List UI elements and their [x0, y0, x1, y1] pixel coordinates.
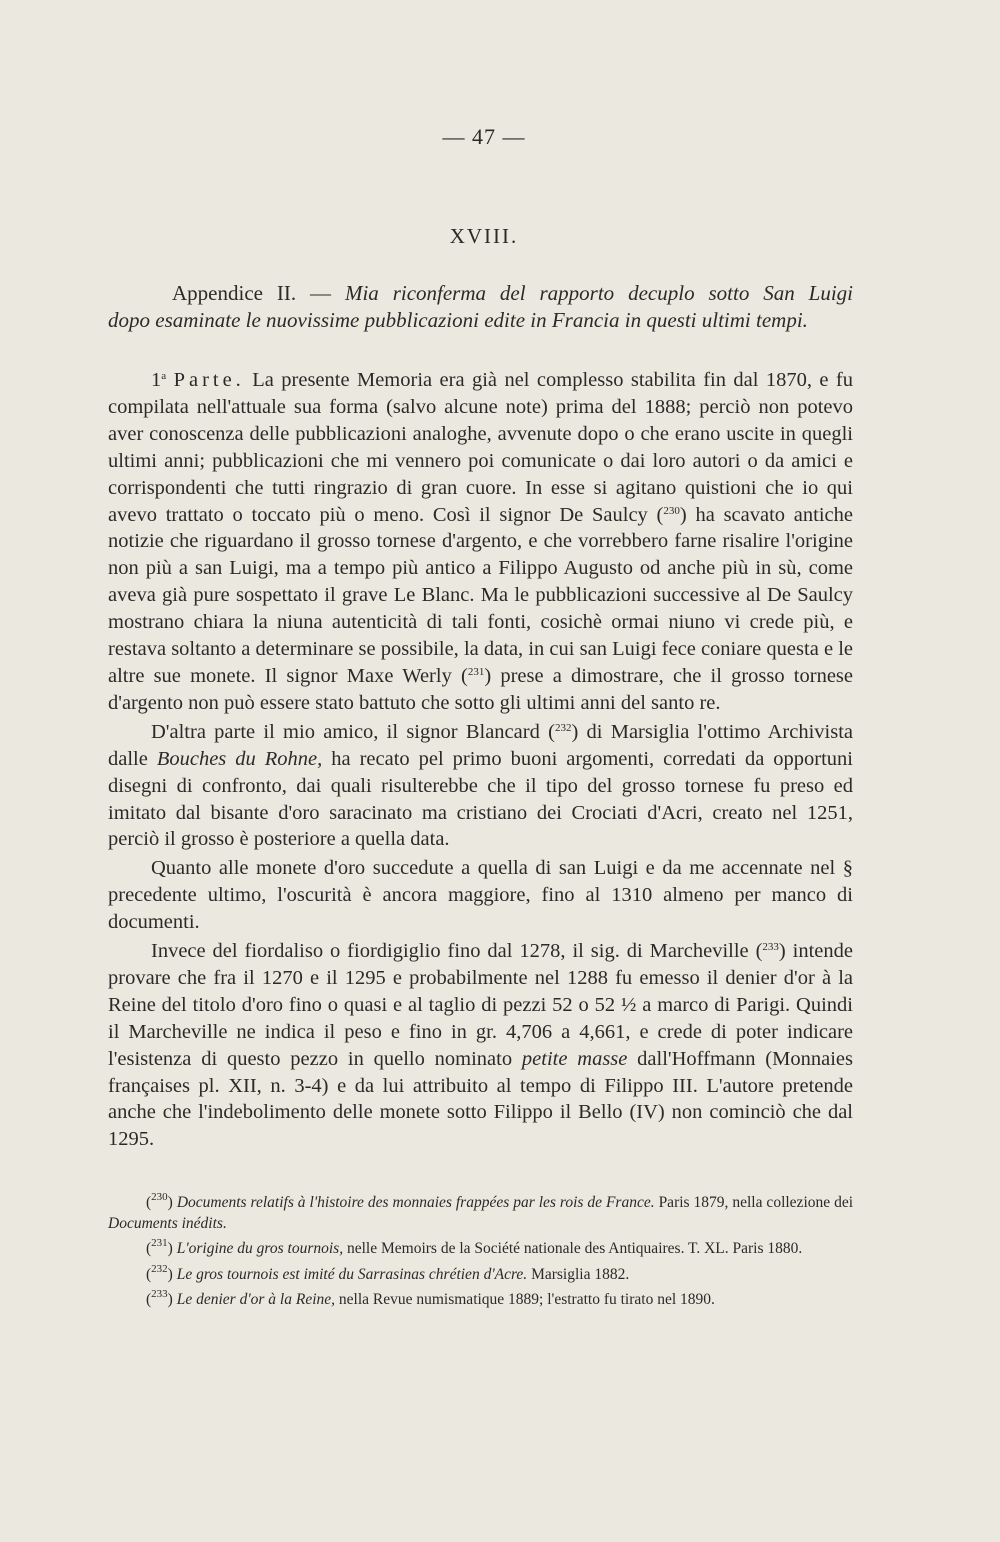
footnote-title: L'origine du gros tournois,: [176, 1240, 344, 1257]
footnote-title: Le denier d'or à la Reine,: [176, 1291, 336, 1308]
parte-number: 1: [151, 369, 162, 391]
paragraph-4-italic: petite masse: [521, 1047, 628, 1070]
footnote-ref-233: 233: [762, 941, 779, 954]
footnote-text: Paris 1879, nella collezione dei: [654, 1194, 854, 1211]
footnote-close-paren: ): [167, 1240, 173, 1257]
paragraph-1-text-b: ) ha scavato antiche notizie che riguardano il grosso tornese d'argento, e che vorrebbero farne risalire l'origine non più a san Luigi, ma a tempo più antico a Filippo Augusto od anche più in sù, come aveva già pure sospettato il grave Le Blanc. Ma le pubblicazioni successive al De Saulcy mostrano chiara la niuna autenticità di tali fonti, cosichè ormai niuno vi crede più, e restava soltanto a determinare se possibile, la data, in cui san Luigi fece coniare questa e le altre sue monete. Il signor Maxe Werly (: [108, 503, 853, 687]
paragraph-2: [108, 719, 853, 854]
appendix-label: Appendice II. —: [172, 281, 332, 305]
appendix-title: [108, 280, 853, 334]
paragraph-4-text-b: ) intende provare che fra il 1270 e il 1295 e probabilmente nel 1288 fu emesso il denier d'or à la Reine del titolo d'oro fino o quasi e al taglio di pezzi 52 o 52 ½ a marco di Parigi. Quindi il Marcheville ne indica il peso e fino in gr. 4,706 a 4,661, e crede di poter indicare l'esistenza di questo pezzo in quello nominato: [108, 940, 853, 1070]
paragraph-4-text-c: dall'Hoffmann (Monnaies françaises pl. XII, n. 3-4) e da lui attribuito al tempo di Filippo III. L'autore pretende anche che l'indebolimento delle monete sotto Filippo il Bello (IV) non cominciò che dal 1295.: [108, 1047, 853, 1151]
paragraph-1-text-a: La presente Memoria era già nel complesso stabilita fin dal 1870, e fu compilata nell'attuale sua forma (salvo alcune note) prima del 1888; perciò non potevo aver conoscenza delle pubblicazioni analoghe, avvenute dopo o che erano uscite in quegli ultimi anni; pubblicazioni che mi vennero poi comunicate o dai loro autori o da amici e corrispondenti che tutti ringrazio di gran cuore. In esse si agitano quistioni che io qui avevo trattato o toccato più o meno. Così il signor De Saulcy (: [108, 369, 853, 526]
footnote-open-paren: (: [146, 1240, 152, 1257]
paragraph-2-text-b: ) di Marsiglia l'ottimo Archivista dalle: [108, 720, 854, 770]
footnote-number: 230: [151, 1191, 168, 1203]
appendix-title-line-1: [108, 280, 853, 307]
appendix-title-italic-1: Mia riconferma del rapporto decuplo sotto San Luigi: [344, 281, 853, 305]
footnote-open-paren: (: [146, 1291, 152, 1308]
footnote-number: 233: [151, 1288, 168, 1300]
footnotes: [108, 1193, 853, 1316]
paragraph-2-italic: Bouches du Rohne,: [156, 747, 323, 770]
body-text: [108, 367, 853, 1155]
footnote-title: Documents relatifs à l'histoire des monnaies frappées par les rois de France.: [176, 1194, 655, 1211]
footnote-text: nelle Memoirs de la Société nationale des Antiquaires. T. XL. Paris 1880.: [343, 1240, 803, 1257]
footnote: [108, 1290, 853, 1311]
footnote-text: Marsiglia 1882.: [527, 1265, 630, 1283]
footnote-close-paren: ): [167, 1194, 173, 1211]
footnote-ref-232: 232: [554, 721, 572, 734]
footnote-open-paren: (: [146, 1194, 152, 1211]
footnote-open-paren: (: [146, 1265, 152, 1283]
paragraph-1: [108, 367, 853, 717]
footnote: [108, 1239, 853, 1260]
paragraph-4: [108, 938, 853, 1153]
paragraph-2-text-a: D'altra parte il mio amico, il signor Blancard (: [151, 720, 555, 743]
footnote: [108, 1262, 853, 1286]
paragraph-4-text-a: Invece del fiordaliso o fiordigiglio fino dal 1278, il sig. di Marcheville (: [151, 940, 763, 963]
footnote-close-paren: ): [167, 1291, 173, 1308]
footnote-title: Le gros tournois est imité du Sarrasinas chrétien d'Acre.: [176, 1265, 528, 1283]
paragraph-1-text-c: ) prese a dimostrare, che il grosso tornese d'argento non può essere stato battuto che sotto gli ultimi anni del santo re.: [108, 664, 853, 714]
footnote-number: 232: [151, 1262, 168, 1275]
page-number: — 47 —: [442, 124, 526, 149]
parte-word: Parte.: [173, 369, 245, 391]
footnote-number: 231: [151, 1237, 168, 1249]
paragraph-3: Quanto alle monete d'oro succedute a quella di san Luigi e da me accennate nel § precedente ultimo, l'oscurità è ancora maggiore, fino al 1310 almeno per manco di documenti.: [108, 857, 853, 934]
chapter-heading: XVIII.: [449, 224, 519, 248]
footnote-ref-230: 230: [663, 504, 680, 517]
footnote-title-2: Documents inédits.: [108, 1214, 227, 1232]
paragraph-2-text-c: ha recato pel primo buoni argomenti, corredati da opportuni disegni di confronto, dai quali risulterebbe che il tipo del grosso tornese fu preso ed imitato dal bisante d'oro saracinato ma cristiano dei Crociati d'Acri, creato nel 1251, perciò il grosso è posteriore a quella data.: [108, 747, 853, 851]
footnote-close-paren: ): [167, 1265, 173, 1283]
footnote-ref-231: 231: [467, 665, 485, 678]
footnote-text: nella Revue numismatique 1889; l'estratto fu tirato nel 1890.: [335, 1291, 715, 1308]
appendix-title-italic-2: dopo esaminate le nuovissime pubblicazioni edite in Francia in questi ultimi tempi.: [108, 308, 808, 332]
footnote: [108, 1193, 853, 1234]
parte-superscript: a: [161, 370, 167, 382]
